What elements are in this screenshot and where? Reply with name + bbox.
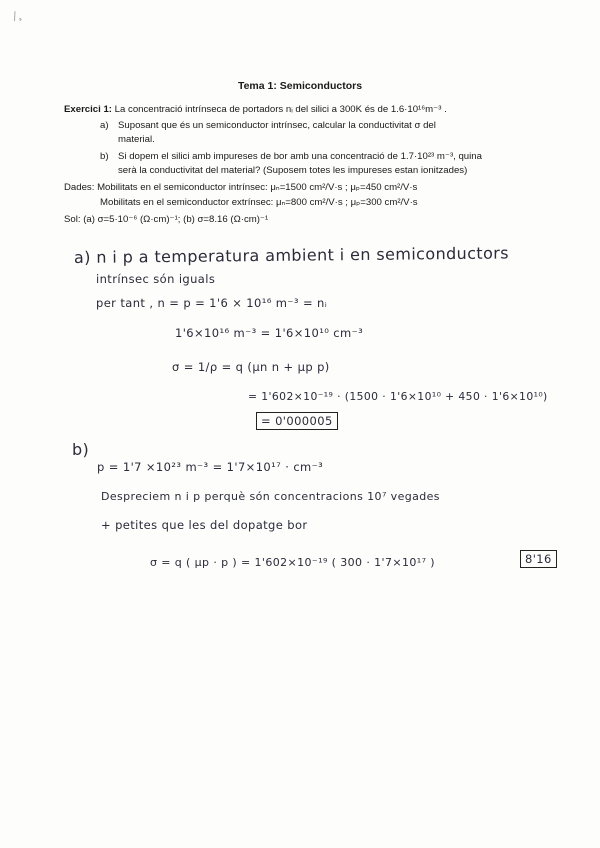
part-a-line1: Suposant que és un semiconductor intrínsec, calcular la conductivitat σ del xyxy=(118,120,436,131)
hand-a-line4: 1'6×10¹⁶ m⁻³ = 1'6×10¹⁰ cm⁻³ xyxy=(175,326,364,340)
hand-b-line2: Despreciem n i p perquè són concentracions 10⁷ vegades xyxy=(101,490,440,503)
dades-line2: Mobilitats en el semiconductor extrínsec: μₙ=800 cm²/V·s ; μₚ=300 cm²/V·s xyxy=(100,197,418,208)
hand-b-line4: σ = q ( μp · p ) = 1'602×10⁻¹⁹ ( 300 · 1'7×10¹⁷ ) xyxy=(150,556,435,569)
solution-line: Sol: (a) σ=5·10⁻⁶ (Ω·cm)⁻¹; (b) σ=8.16 (Ω·cm)⁻¹ xyxy=(64,214,269,225)
exercise-statement-text: La concentració intrínseca de portadors nᵢ del silici a 300K és de 1.6·10¹⁶m⁻³ . xyxy=(112,104,447,115)
hand-b-line3: + petites que les del dopatge bor xyxy=(101,518,308,532)
page-title: Tema 1: Semiconductors xyxy=(237,80,363,92)
hand-b-line1: p = 1'7 ×10²³ m⁻³ = 1'7×10¹⁷ · cm⁻³ xyxy=(97,460,324,474)
hand-a-line5: σ = 1/ρ = q (μn n + μp p) xyxy=(172,360,330,374)
hand-a-result-box: = 0'000005 xyxy=(256,412,338,430)
hand-a-line2: intrínsec són iguals xyxy=(96,272,216,286)
hand-b-label: b) xyxy=(72,440,90,459)
part-b-letter: b) xyxy=(100,151,109,162)
exercise-statement xyxy=(64,104,447,116)
exercise-label: Exercici 1: xyxy=(64,104,113,115)
dades-line1: Dades: Mobilitats en el semiconductor intrínsec: μₙ=1500 cm²/V·s ; μₚ=450 cm²/V·s xyxy=(64,182,418,193)
part-a-line2: material. xyxy=(118,134,155,145)
hand-a-line6: = 1'602×10⁻¹⁹ · (1500 · 1'6×10¹⁰ + 450 · 1'6×10¹⁰) xyxy=(248,390,548,403)
part-b-line2: serà la conductivitat del material? (Suposem totes les impureses estan ionitzades) xyxy=(118,165,468,176)
corner-scribble: ∕¸ xyxy=(10,7,24,23)
part-a-letter: a) xyxy=(100,120,109,131)
hand-a-line1: a) n i p a temperatura ambient i en semiconductors xyxy=(73,243,510,267)
hand-b-result xyxy=(520,552,557,566)
hand-a-line3: per tant , n = p = 1'6 × 10¹⁶ m⁻³ = nᵢ xyxy=(96,296,328,310)
hand-b-result-box: 8'16 xyxy=(520,550,557,568)
hand-a-result xyxy=(256,414,338,428)
part-b-line1: Si dopem el silici amb impureses de bor amb una concentració de 1.7·10²³ m⁻³, quina xyxy=(118,151,482,162)
